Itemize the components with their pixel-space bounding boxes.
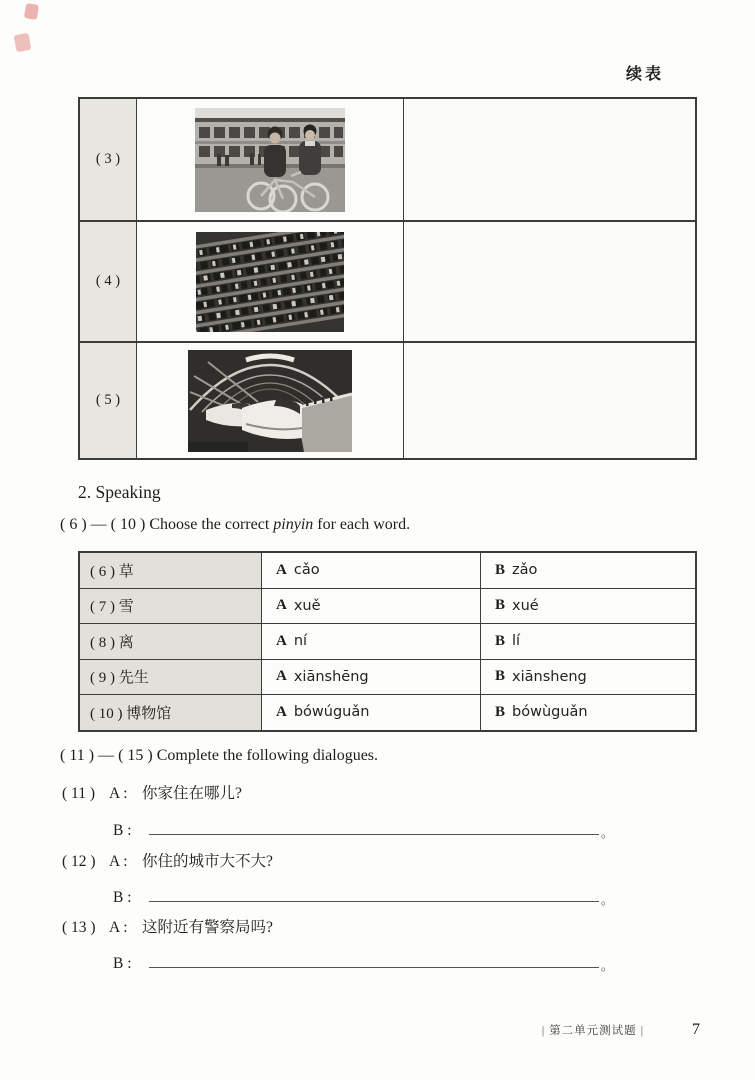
option-letter: B (495, 597, 506, 614)
footer-section-title: 第二单元测试题 (549, 1025, 637, 1037)
answer-cell (404, 343, 695, 458)
listening-matching-table (78, 97, 697, 460)
option-b-cell (480, 695, 695, 730)
option-letter: B (495, 561, 506, 578)
dialogue-question-line (62, 781, 242, 803)
dialogue-question-line (62, 849, 273, 871)
option-b-cell (480, 660, 695, 695)
option-letter: A (276, 703, 287, 720)
option-letter: A (276, 632, 287, 649)
table-row (80, 99, 695, 222)
option-letter: B (495, 668, 506, 685)
option-a-cell (262, 695, 480, 730)
end-punctuation: 。 (601, 959, 614, 973)
item-number-cell: ( 3 ) (80, 99, 137, 220)
pinyin-choice-table (78, 551, 697, 732)
answer-cell (404, 99, 695, 220)
option-pinyin: cǎo (293, 562, 320, 579)
end-punctuation: 。 (601, 826, 614, 840)
option-pinyin: lí (512, 633, 521, 650)
end-punctuation: 。 (601, 893, 614, 907)
dialogue-answer-line (113, 884, 613, 908)
pinyin-italic-word: pinyin (273, 516, 314, 533)
word-cell: ( 7 ) 雪 (80, 589, 262, 624)
answer-blank-line (149, 884, 599, 902)
option-pinyin: xué (512, 597, 539, 614)
speaker-b-label: B : (113, 955, 132, 972)
word-cell: ( 10 ) 博物馆 (80, 695, 262, 730)
page-number: 7 (692, 1021, 700, 1038)
option-pinyin: bówúguǎn (293, 704, 370, 721)
speaker-b-label: B : (113, 889, 132, 906)
answer-blank-line (149, 950, 599, 968)
dialogue-question: 这附近有警察局吗? (142, 919, 273, 936)
page-footer (0, 1021, 700, 1039)
dialogue-number: ( 11 ) (62, 785, 95, 802)
option-letter: A (276, 561, 287, 578)
parking-lot-photo (196, 232, 344, 332)
footer-section (538, 1022, 648, 1038)
option-b-cell (480, 553, 695, 588)
option-pinyin: xiānsheng (512, 668, 587, 685)
section-heading-speaking: 2. Speaking (78, 482, 161, 502)
footer-divider: | (541, 1025, 546, 1037)
dialogue-question: 你住的城市大不大? (142, 853, 273, 870)
dialogue-number: ( 13 ) (62, 919, 96, 936)
option-pinyin: ní (293, 633, 308, 650)
continued-table-label: 续表 (626, 66, 665, 83)
photo-cell (137, 222, 404, 341)
instruction-text: ( 6 ) — ( 10 ) Choose the correct (60, 516, 274, 533)
answer-cell (404, 222, 695, 341)
speaker-a-label: A : (109, 919, 128, 936)
dialogues-instruction: ( 11 ) — ( 15 ) Complete the following dialogues. (60, 747, 379, 764)
answer-blank-line (149, 817, 599, 835)
photo-cell (137, 99, 404, 220)
option-pinyin: xiānshēng (293, 668, 369, 685)
option-a-cell (262, 589, 480, 624)
option-a-cell (262, 553, 480, 588)
dialogue-answer-line (113, 817, 613, 841)
speaker-b-label: B : (113, 822, 132, 839)
table-row (80, 624, 695, 660)
option-letter: B (495, 703, 506, 720)
photo-cell (137, 343, 404, 458)
dialogue-number: ( 12 ) (62, 853, 96, 870)
word-cell: ( 6 ) 草 (80, 553, 262, 588)
option-a-cell (262, 660, 480, 695)
students-bicycles-photo (195, 108, 345, 212)
train-station-photo (188, 350, 352, 452)
table-row (80, 222, 695, 343)
option-pinyin: bówùguǎn (512, 704, 588, 721)
table-row (80, 660, 695, 696)
option-letter: A (276, 668, 287, 685)
table-row (80, 553, 695, 589)
footer-divider: | (640, 1025, 644, 1037)
option-b-cell (480, 589, 695, 624)
speaker-a-label: A : (109, 853, 128, 870)
dialogue-question: 你家住在哪儿? (142, 785, 242, 802)
table-row (80, 589, 695, 625)
instruction-text: for each word. (313, 516, 411, 533)
speaker-a-label: A : (109, 785, 128, 802)
dialogue-answer-line (113, 950, 613, 974)
item-number-cell: ( 5 ) (80, 343, 137, 458)
option-letter: A (276, 597, 287, 614)
option-letter: B (495, 632, 506, 649)
option-pinyin: zǎo (512, 562, 538, 579)
word-cell: ( 9 ) 先生 (80, 660, 262, 695)
table-row (80, 695, 695, 730)
red-scan-mark (24, 3, 39, 20)
option-b-cell (480, 624, 695, 659)
item-number-cell: ( 4 ) (80, 222, 137, 341)
red-scan-mark (14, 33, 32, 53)
table-row (80, 343, 695, 458)
option-a-cell (262, 624, 480, 659)
dialogue-question-line (62, 915, 273, 937)
word-cell: ( 8 ) 离 (80, 624, 262, 659)
pinyin-instruction (60, 516, 410, 534)
option-pinyin: xuě (293, 597, 321, 614)
